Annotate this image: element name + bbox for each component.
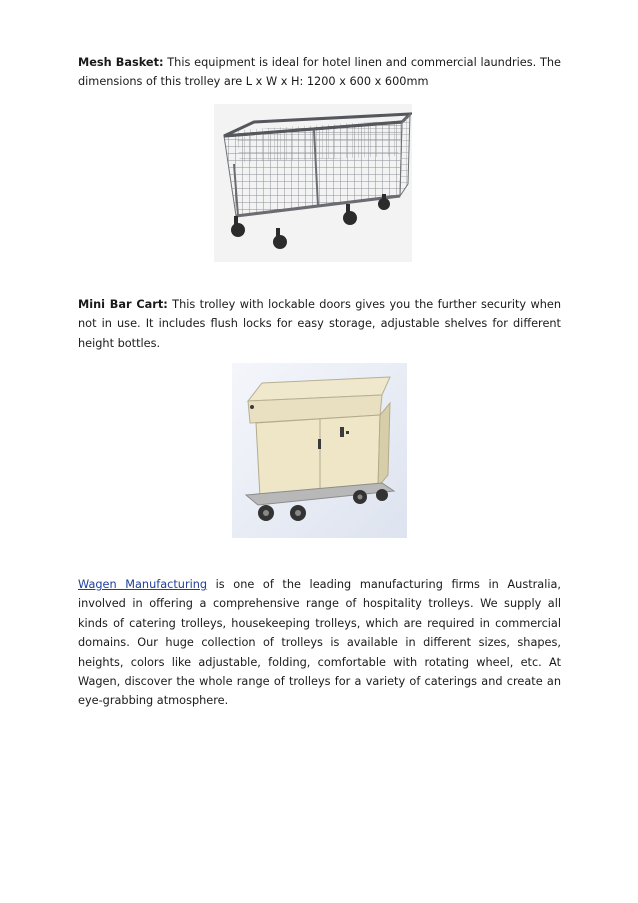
mesh-basket-trolley-photo [214, 104, 412, 262]
mini-bar-cart-heading: Mini Bar Cart: [78, 298, 168, 311]
mini-bar-cart-paragraph [78, 295, 561, 353]
company-text: is one of the leading manufacturing firms in Australia, involved in offering a comprehensive range of hospitality trolleys. We supply all kinds of catering trolleys, housekeeping trolleys, which are required in commercial domains. Our huge collection of trolleys is available in different sizes, shapes, heights, colors like adjustable, folding, comfortable with rotating wheel, etc. At Wagen, discover the whole range of trolleys for a variety of caterings and create an eye-grabbing atmosphere. [78, 578, 561, 708]
mini-bar-cart-text: This trolley with lockable doors gives you the further security when not in use. It includes flush locks for easy storage, adjustable shelves for different height bottles. [78, 298, 561, 350]
mesh-basket-heading: Mesh Basket: [78, 56, 164, 69]
mini-bar-cart-photo [232, 363, 407, 538]
mesh-basket-text: This equipment is ideal for hotel linen and commercial laundries. The dimensions of this trolley are L x W x H: 1200 x 600 x 600mm [78, 56, 561, 89]
company-paragraph [78, 575, 561, 711]
mesh-basket-paragraph [78, 53, 561, 92]
company-link[interactable]: Wagen Manufacturing [78, 578, 208, 591]
